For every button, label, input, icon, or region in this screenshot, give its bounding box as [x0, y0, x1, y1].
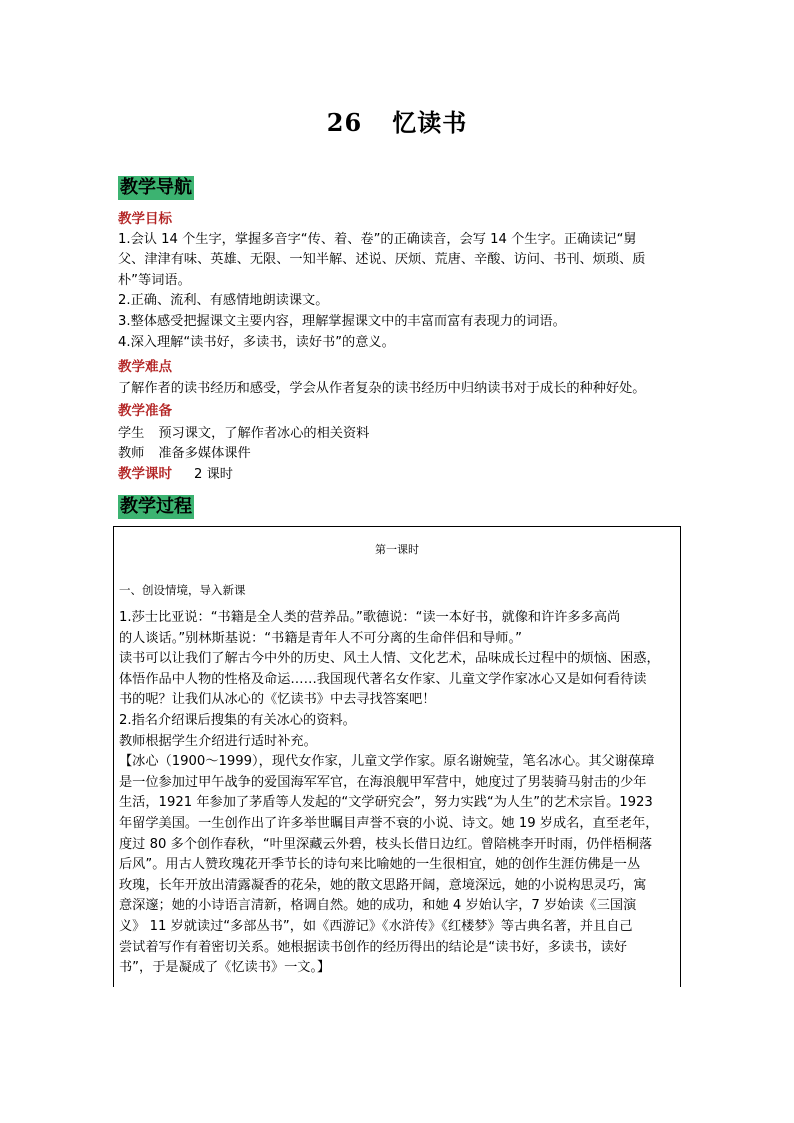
first-lesson-title: 第一课时: [375, 543, 419, 556]
goals-label: 教学目标: [118, 211, 172, 227]
content-line: 的人谈话。”别林斯基说：“书籍是青年人不可分离的生命伴侣和导师。”: [119, 630, 522, 646]
teacher-task: 准备多媒体课件: [158, 446, 251, 461]
process-content: [119, 608, 675, 979]
process-table: [113, 526, 681, 987]
content-line: 是一位参加过甲午战争的爱国海军军官，在海浪舰甲军营中，她度过了男装骑马射击的少年: [119, 774, 647, 790]
content-line: 玫瑰，长年开放出清露凝香的花朵，她的散文思路开阔，意境深远，她的小说构思灵巧，寓: [119, 877, 647, 893]
goal-line: 4.深入理解“读书好，多读书，读好书”的意义。: [118, 334, 395, 350]
intro-heading: 一、创设情境，导入新课: [119, 583, 246, 597]
student-role: 学生: [118, 426, 145, 441]
content-line: 度过 80 多个创作春秋，“叶里深藏云外碧，枝头长借日边红。曾陪桃李开时雨，仍伴梧桐落: [119, 836, 653, 852]
difficulty-label: 教学难点: [118, 359, 172, 375]
goal-line: 父、津津有味、英雄、无限、一知半解、述说、厌烦、荒唐、辛酸、访问、书刊、烦琐、质: [118, 252, 646, 268]
content-line: 书”，于是凝成了《忆读书》一文。】: [119, 960, 331, 976]
student-preparation: [118, 424, 678, 445]
goal-line: 3.整体感受把握课文主要内容，理解掌握课文中的丰富而富有表现力的词语。: [118, 313, 566, 329]
teacher-preparation: [118, 444, 678, 465]
content-line: 年留学美国。一生创作出了许多举世瞩目声誉不衰的小说、诗文。她 19 岁成名，直至老年，: [119, 815, 659, 831]
lesson-title: 忆读书: [392, 109, 468, 137]
goal-line: 2.正确、流利、有感情地朗读课文。: [118, 293, 329, 309]
difficulty-text: 了解作者的读书经历和感受，学会从作者复杂的读书经历中归纳读书对于成长的种种好处。: [118, 381, 646, 396]
content-line: 书的呢？让我们从冰心的《忆读书》中去寻找答案吧！: [119, 692, 436, 708]
hours-value: 2 课时: [194, 467, 233, 482]
lesson-hours: [118, 464, 678, 486]
teacher-role: 教师: [118, 446, 145, 461]
content-line: 尝试着写作有着密切关系。她根据读书创作的经历得出的结论是“读书好，多读书，读好: [119, 939, 627, 955]
content-line: 生活，1921 年参加了茅盾等人发起的“文学研究会”，努力实践“为人生”的艺术宗旨。1923: [119, 795, 653, 811]
content-line: 2.指名介绍课后搜集的有关冰心的资料。: [119, 712, 356, 728]
goal-line: 朴”等词语。: [118, 272, 191, 288]
teaching-process-heading: 教学过程: [120, 496, 192, 517]
page-title: [0, 103, 794, 138]
hours-label: 教学课时: [118, 466, 172, 482]
lesson-number: 26: [326, 108, 363, 137]
student-task: 预习课文，了解作者冰心的相关资料: [158, 426, 370, 441]
content-line: 后风”。用古人赞玫瑰花开季节长的诗句来比喻她的一生很相宜，她的创作生涯仿佛是一丛: [119, 857, 641, 873]
preparation-label: 教学准备: [118, 403, 172, 419]
content-line: 1.莎士比亚说：“书籍是全人类的营养品。”歌德说：“读一本好书，就像和许许多多高尚: [119, 610, 621, 625]
goal-line: 1.会认 14 个生字，掌握多音字“传、着、卷”的正确读音，会写 14 个生字。正确读记“舅: [118, 231, 637, 247]
content-line: 义》 11 岁就读过“多部丛书”，如《西游记》《水浒传》《红楼梦》等古典名著，并且自己: [119, 918, 633, 934]
content-line: 意深邃；她的小诗语言清新，格调自然。她的成功，和她 4 岁始认字，7 岁始读《三国演: [119, 898, 637, 914]
teaching-navigation-heading: 教学导航: [120, 177, 192, 198]
content-line: 体悟作品中人物的性格及命运……我国现代著名女作家、儿童文学作家冰心又是如何看待读: [119, 671, 647, 687]
content-line: 教师根据学生介绍进行适时补充。: [119, 733, 317, 749]
content-line: 【冰心（1900～1999），现代女作家，儿童文学作家。原名谢婉莹，笔名冰心。其父谢葆璋: [119, 754, 655, 770]
content-line: 读书可以让我们了解古今中外的历史、风土人情、文化艺术，品味成长过程中的烦恼、困惑，: [119, 651, 660, 667]
teaching-goals: [118, 209, 678, 353]
